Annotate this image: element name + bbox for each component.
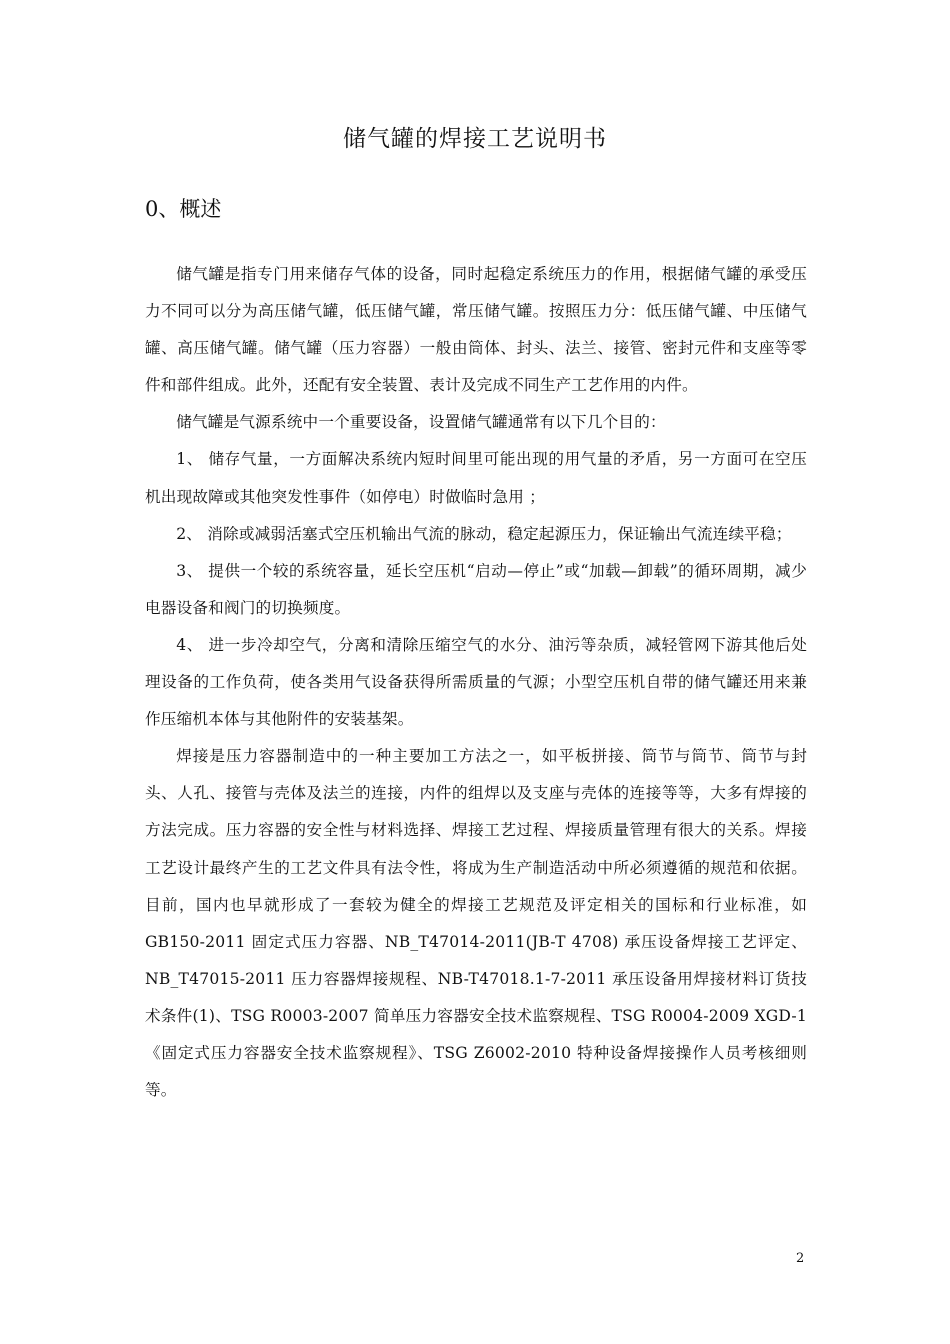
- paragraph-intro: 储气罐是指专门用来储存气体的设备，同时起稳定系统压力的作用，根据储气罐的承受压力不同可以分为高压储气罐，低压储气罐，常压储气罐。按照压力分：低压储气罐、中压储气罐、高压储气罐。储气罐（压力容器）一般由筒体、封头、法兰、接管、密封元件和支座等零件和部件组成。此外，还配有安全装置、表计及完成不同生产工艺作用的内件。: [145, 265, 807, 395]
- page-number: 2: [796, 1251, 805, 1266]
- document-title: 储气罐的焊接工艺说明书: [343, 126, 607, 152]
- list-item-3: 3、 提供一个较的系统容量，延长空压机“启动—停止”或“加载—卸载”的循环周期，减少电器设备和阀门的切换频度。: [145, 561, 807, 617]
- list-item-2: 2、 消除或减弱活塞式空压机输出气流的脉动，稳定起源压力，保证输出气流连续平稳；: [176, 524, 792, 543]
- document-body: [145, 256, 807, 1109]
- paragraph-welding: 焊接是压力容器制造中的一种主要加工方法之一，如平板拼接、筒节与筒节、筒节与封头、人孔、接管与壳体及法兰的连接，内件的组焊以及支座与壳体的连接等等，大多有焊接的方法完成。压力容器的安全性与材料选择、焊接工艺过程、焊接质量管理有很大的关系。焊接工艺设计最终产生的工艺文件具有法令性，将成为生产制造活动中所必须遵循的规范和依据。目前，国内也早就形成了一套较为健全的焊接工艺规范及评定相关的国标和行业标准，如 GB150-2011 固定式压力容器、NB_T47014-2011(JB-T 4708) 承压设备焊接工艺评定、NB_T47015-2011 压力容器焊接规程、NB-T47018.1-7-2011 承压设备用焊接材料订货技术条件(1)、TSG R0003-2007 简单压力容器安全技术监察规程、TSG R0004-2009 XGD-1《固定式压力容器安全技术监察规程》、TSG Z6002-2010 特种设备焊接操作人员考核细则等。: [145, 747, 807, 1100]
- list-item-1: 1、 储存气量，一方面解决系统内短时间里可能出现的用气量的矛盾，另一方面可在空压机出现故障或其他突发性事件（如停电）时做临时急用 ；: [145, 450, 807, 506]
- section-heading: 0、概述: [145, 197, 222, 221]
- paragraph-purposes-lead: 储气罐是气源系统中一个重要设备，设置储气罐通常有以下几个目的：: [176, 413, 666, 432]
- list-item-4: 4、 进一步冷却空气，分离和清除压缩空气的水分、油污等杂质，减轻管网下游其他后处理设备的工作负荷，使各类用气设备获得所需质量的气源；小型空压机自带的储气罐还用来兼作压缩机本体与其他附件的安装基架。: [145, 635, 807, 729]
